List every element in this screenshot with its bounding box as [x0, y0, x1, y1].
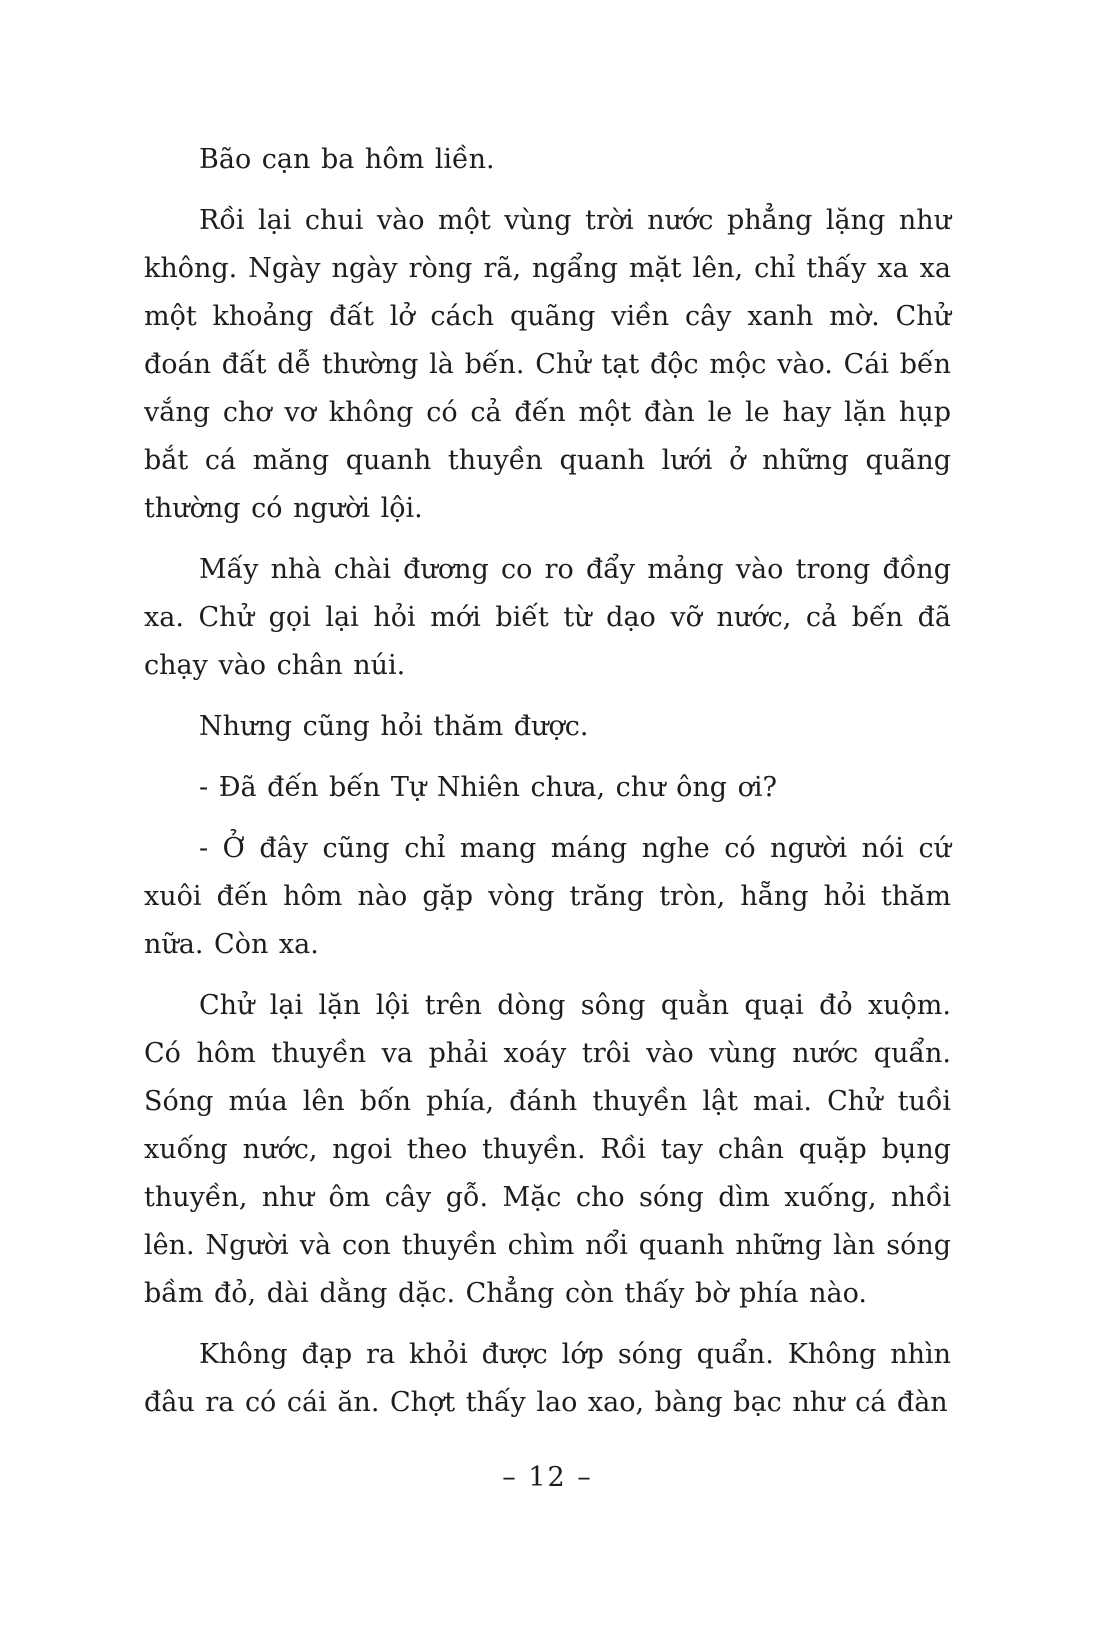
paragraph: Bão cạn ba hôm liền.	[199, 144, 495, 175]
paragraph: Không đạp ra khỏi được lớp sóng quẩn. Không nhìn đâu ra có cái ăn. Chợt thấy lao xao, bàng bạc như cá đàn	[144, 1339, 951, 1418]
dialogue-line: - Đã đến bến Tự Nhiên chưa, chư ông ơi?	[199, 772, 778, 803]
page-footer	[0, 1462, 1095, 1493]
paragraph: Rồi lại chui vào một vùng trời nước phẳng lặng như không. Ngày ngày ròng rã, ngẩng mặt lên, chỉ thấy xa xa một khoảng đất lở cách quãng viền cây xanh mờ. Chử đoán đất dễ thường là bến. Chử tạt độc mộc vào. Cái bến vắng chơ vơ không có cả đến một đàn le le hay lặn hụp bắt cá măng quanh thuyền quanh lưới ở những quãng thường có người lội.	[144, 205, 951, 524]
paragraph: Chử lại lặn lội trên dòng sông quằn quại đỏ xuộm. Có hôm thuyền va phải xoáy trôi vào vùng nước quẩn. Sóng múa lên bốn phía, đánh thuyền lật mai. Chử tuồi xuống nước, ngoi theo thuyền. Rồi tay chân quặp bụng thuyền, như ôm cây gỗ. Mặc cho sóng dìm xuống, nhồi lên. Người và con thuyền chìm nổi quanh những làn sóng bầm đỏ, dài dằng dặc. Chẳng còn thấy bờ phía nào.	[144, 990, 951, 1309]
dialogue-line: - Ở đây cũng chỉ mang máng nghe có người nói cứ xuôi đến hôm nào gặp vòng trăng tròn, hẵng hỏi thăm nữa. Còn xa.	[144, 833, 951, 960]
page-number: – 12 –	[502, 1462, 593, 1493]
paragraph: Mấy nhà chài đương co ro đẩy mảng vào trong đồng xa. Chử gọi lại hỏi mới biết từ dạo vỡ nước, cả bến đã chạy vào chân núi.	[144, 554, 951, 681]
body-text	[144, 136, 951, 1427]
paragraph: Nhưng cũng hỏi thăm được.	[199, 711, 589, 742]
